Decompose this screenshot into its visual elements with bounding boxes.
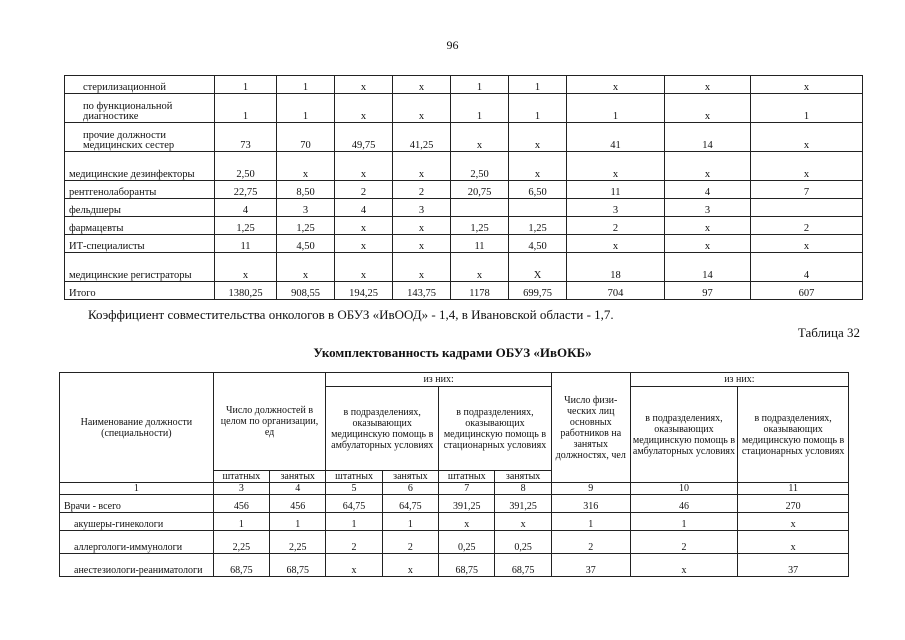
table-cell: 49,75 <box>335 123 393 152</box>
table-cell: 1 <box>451 76 509 94</box>
column-number: 6 <box>382 483 438 495</box>
table-cell: 1,25 <box>509 217 567 235</box>
table-cell: х <box>509 123 567 152</box>
table-cell: 3 <box>277 199 335 217</box>
table-cell: 2 <box>326 531 382 554</box>
table-cell: 391,25 <box>439 495 495 513</box>
table-cell: 607 <box>751 282 863 300</box>
header-outpatient-2: в подразделениях, оказывающих медицинскую помощь в амбулаторных условиях <box>630 387 738 483</box>
table-cell: 1 <box>215 94 277 123</box>
table-cell: х <box>567 152 665 181</box>
table-cell: х <box>393 253 451 282</box>
table-cell: х <box>439 513 495 531</box>
table-cell: 2,50 <box>451 152 509 181</box>
table-row <box>65 94 863 123</box>
table-title: Укомплектованность кадрами ОБУЗ «ИвОКБ» <box>313 345 592 360</box>
table-cell: х <box>665 217 751 235</box>
table-cell: х <box>751 76 863 94</box>
table-cell: х <box>738 513 849 531</box>
table-row <box>65 235 863 253</box>
table-cell: 37 <box>738 554 849 577</box>
table-cell: 456 <box>213 495 269 513</box>
table-cell: х <box>751 235 863 253</box>
table-cell: х <box>335 152 393 181</box>
row-label: рентгенолаборанты <box>65 181 215 199</box>
table-cell: 37 <box>551 554 630 577</box>
table-row <box>65 123 863 152</box>
row-label: Итого <box>65 282 215 300</box>
table-cell: х <box>215 253 277 282</box>
table-row <box>65 253 863 282</box>
table-cell: 4 <box>751 253 863 282</box>
table-cell: 1 <box>215 76 277 94</box>
table-cell: 4 <box>665 181 751 199</box>
table-cell: 1,25 <box>451 217 509 235</box>
table-cell: 14 <box>665 253 751 282</box>
table-cell: 194,25 <box>335 282 393 300</box>
table-cell: 41,25 <box>393 123 451 152</box>
table-cell: х <box>665 152 751 181</box>
table-cell: 14 <box>665 123 751 152</box>
table-row <box>65 217 863 235</box>
table-cell: 64,75 <box>382 495 438 513</box>
header-outpatient: в подразделениях, оказывающих медицинскую помощь в амбулаторных условиях <box>326 387 439 471</box>
table-cell: х <box>451 253 509 282</box>
table-row <box>60 495 849 513</box>
table-cell: 70 <box>277 123 335 152</box>
table-cell: 2,25 <box>270 531 326 554</box>
table-cell: 68,75 <box>439 554 495 577</box>
table-row <box>65 152 863 181</box>
staffing-table-continuation <box>64 75 863 300</box>
row-label: фельдшеры <box>65 199 215 217</box>
column-number: 10 <box>630 483 738 495</box>
row-label: прочие должности медицинских сестер <box>65 123 215 152</box>
table-row <box>65 282 863 300</box>
table-cell: 68,75 <box>270 554 326 577</box>
header-staff: штатных <box>213 471 269 483</box>
table-cell: 1178 <box>451 282 509 300</box>
table-cell: 4,50 <box>277 235 335 253</box>
column-number: 5 <box>326 483 382 495</box>
table-cell: 20,75 <box>451 181 509 199</box>
table-row <box>65 181 863 199</box>
table-cell: 11 <box>451 235 509 253</box>
table-row <box>65 199 863 217</box>
header-inpatient-2: в подразделениях, оказывающих медицинскую помощь в стационарных условиях <box>738 387 849 483</box>
table-cell: 3 <box>665 199 751 217</box>
row-label: по функциональной диагностике <box>65 94 215 123</box>
table-cell: 699,75 <box>509 282 567 300</box>
table-cell: 270 <box>738 495 849 513</box>
table-cell: 41 <box>567 123 665 152</box>
table-cell: 143,75 <box>393 282 451 300</box>
table-cell: 2,25 <box>213 531 269 554</box>
table-cell: 64,75 <box>326 495 382 513</box>
table-cell: х <box>567 235 665 253</box>
row-label: Врачи - всего <box>60 495 214 513</box>
table-cell: х <box>738 531 849 554</box>
table-cell: 2 <box>393 181 451 199</box>
table-cell: х <box>335 94 393 123</box>
header-occupied: занятых <box>382 471 438 483</box>
table-cell: 1 <box>277 94 335 123</box>
table-cell: х <box>335 217 393 235</box>
table-cell <box>509 199 567 217</box>
table-cell: 704 <box>567 282 665 300</box>
header-position: Наименование должности (специальности) <box>60 373 214 483</box>
row-label: стерилизационной <box>65 76 215 94</box>
header-of-them: из них: <box>326 373 551 387</box>
header-staff: штатных <box>439 471 495 483</box>
table-cell: х <box>382 554 438 577</box>
table-cell: х <box>665 235 751 253</box>
table-cell: 1 <box>270 513 326 531</box>
coefficient-note: Коэффициент совместительства онкологов в ОБУЗ «ИвООД» - 1,4, в Ивановской области - 1,7. <box>88 307 614 322</box>
table-cell: 46 <box>630 495 738 513</box>
table-cell: 1 <box>509 76 567 94</box>
table-cell: 2 <box>567 217 665 235</box>
table-cell: 2 <box>751 217 863 235</box>
header-staff: штатных <box>326 471 382 483</box>
header-occupied: занятых <box>270 471 326 483</box>
table-cell: 2 <box>335 181 393 199</box>
table-cell: 1 <box>509 94 567 123</box>
table-cell: х <box>751 123 863 152</box>
table-cell: 8,50 <box>277 181 335 199</box>
table-cell: 18 <box>567 253 665 282</box>
table-cell: 68,75 <box>213 554 269 577</box>
table-row <box>60 531 849 554</box>
row-label: аллергологи-иммунологи <box>60 531 214 554</box>
table-cell: 11 <box>215 235 277 253</box>
table-cell: 73 <box>215 123 277 152</box>
table-cell: 1 <box>630 513 738 531</box>
table-cell: 7 <box>751 181 863 199</box>
table-cell: х <box>393 217 451 235</box>
column-number: 7 <box>439 483 495 495</box>
row-label: акушеры-гинекологи <box>60 513 214 531</box>
table-cell: х <box>451 123 509 152</box>
table-cell: х <box>335 253 393 282</box>
table-cell: 1,25 <box>277 217 335 235</box>
table-cell: 4 <box>335 199 393 217</box>
table-cell: х <box>277 253 335 282</box>
table-cell: х <box>751 152 863 181</box>
table-cell: 3 <box>567 199 665 217</box>
table-cell <box>451 199 509 217</box>
table-cell: х <box>567 76 665 94</box>
table-cell: 1380,25 <box>215 282 277 300</box>
table-cell: 2 <box>551 531 630 554</box>
table-cell: 1 <box>382 513 438 531</box>
table-cell: 0,25 <box>495 531 551 554</box>
table-cell: 1 <box>326 513 382 531</box>
table-cell: 1 <box>567 94 665 123</box>
row-label: фармацевты <box>65 217 215 235</box>
table-cell: х <box>393 235 451 253</box>
table-cell: 11 <box>567 181 665 199</box>
table-cell: х <box>665 94 751 123</box>
table-cell: 22,75 <box>215 181 277 199</box>
table-cell: 1 <box>213 513 269 531</box>
header-occupied: занятых <box>495 471 551 483</box>
header-of-them-2: из них: <box>630 373 848 387</box>
column-number: 4 <box>270 483 326 495</box>
row-label: медицинские дезинфекторы <box>65 152 215 181</box>
table-row <box>65 76 863 94</box>
row-label: анестезиологи-реаниматологи <box>60 554 214 577</box>
table-cell: 1 <box>751 94 863 123</box>
table-cell: 3 <box>393 199 451 217</box>
table-cell: х <box>335 76 393 94</box>
table-row <box>60 554 849 577</box>
table-cell: 4 <box>215 199 277 217</box>
header-persons: Число физи-ческих лиц основных работников на занятых должностях, чел <box>551 373 630 483</box>
table-cell: х <box>277 152 335 181</box>
table-cell: 1 <box>451 94 509 123</box>
row-label: ИТ-специалисты <box>65 235 215 253</box>
table-cell: 908,55 <box>277 282 335 300</box>
table-cell: Х <box>509 253 567 282</box>
table-cell: 1 <box>277 76 335 94</box>
table-cell: х <box>630 554 738 577</box>
table-cell: 68,75 <box>495 554 551 577</box>
table-cell: 6,50 <box>509 181 567 199</box>
table-number: Таблица 32 <box>797 325 860 340</box>
table-cell: 1,25 <box>215 217 277 235</box>
page-number: 96 <box>446 38 459 52</box>
table-cell: х <box>326 554 382 577</box>
table-cell: х <box>509 152 567 181</box>
column-number: 9 <box>551 483 630 495</box>
table-cell: х <box>393 152 451 181</box>
column-number: 8 <box>495 483 551 495</box>
row-label: медицинские регистраторы <box>65 253 215 282</box>
table-cell: х <box>665 76 751 94</box>
staffing-table-ivokb <box>59 372 849 577</box>
table-cell <box>751 199 863 217</box>
table-cell: 1 <box>551 513 630 531</box>
column-number: 3 <box>213 483 269 495</box>
table-cell: 2,50 <box>215 152 277 181</box>
table-cell: 316 <box>551 495 630 513</box>
table-cell: х <box>393 76 451 94</box>
table-cell: х <box>393 94 451 123</box>
table-cell: х <box>495 513 551 531</box>
column-number: 1 <box>60 483 214 495</box>
table-cell: 0,25 <box>439 531 495 554</box>
table-cell: 97 <box>665 282 751 300</box>
table-cell: 2 <box>382 531 438 554</box>
table-cell: 2 <box>630 531 738 554</box>
table-cell: 4,50 <box>509 235 567 253</box>
table-cell: 391,25 <box>495 495 551 513</box>
table-row <box>60 513 849 531</box>
table-cell: х <box>335 235 393 253</box>
table-cell: 456 <box>270 495 326 513</box>
header-inpatient: в подразделениях, оказывающих медицинскую помощь в стационарных условиях <box>439 387 552 471</box>
column-number: 11 <box>738 483 849 495</box>
header-total-positions: Число должностей в целом по организации, ед <box>213 373 326 471</box>
